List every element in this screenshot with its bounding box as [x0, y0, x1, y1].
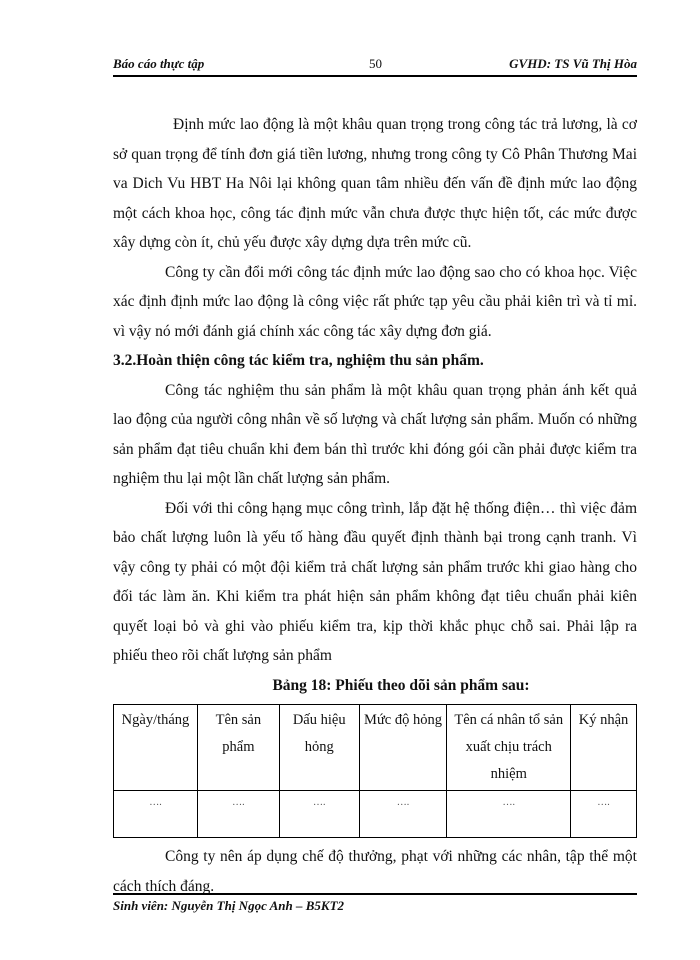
header-date: Ngày/tháng: [114, 705, 198, 791]
page-body: [113, 110, 637, 901]
paragraph-acceptance: Công tác nghiệm thu sản phẩm là một khâu quan trọng phản ánh kết quả lao động của người công nhân về số lượng và chất lượng sản phẩm. Muốn có những sản phẩm đạt tiêu chuẩn khi đem bán thì trước khi đóng gói cần phải được kiểm tra nghiệm thu lại một lần chất lượng sản phẩm.: [113, 381, 637, 487]
report-title: Báo cáo thực tập: [113, 56, 205, 71]
cell-date: ….: [114, 791, 198, 838]
header-product-name: Tên sản phẩm: [197, 705, 279, 791]
cell-signature: ….: [571, 791, 637, 838]
page-number: 50: [369, 56, 382, 71]
cell-responsible: ….: [447, 791, 571, 838]
section-heading: 3.2.Hoàn thiện công tác kiểm tra, nghiệm thu sản phẩm.: [113, 352, 484, 369]
header-divider: [113, 75, 637, 77]
page-footer: Sinh viên: Nguyễn Thị Ngọc Anh – B5KT2: [113, 898, 345, 913]
supervisor-name: GVHD: TS Vũ Thị Hòa: [509, 56, 637, 71]
cell-defect-sign: ….: [279, 791, 359, 838]
header-defect-sign: Dấu hiệu hỏng: [279, 705, 359, 791]
paragraph-quality: Đối với thi công hạng mục công trình, lắp đặt hệ thống điện… thì việc đảm bảo chất lượng luôn là yếu tố hàng đầu quyết định thành bại trong cạnh tranh. Vì vậy công ty phải có một đội kiểm trả chất lượng sản phẩm trước khi giao hàng cho đối tác làm ăn. Khi kiểm tra phát hiện sản phẩm không đạt tiêu chuẩn phải kiên quyết loại bỏ và ghi vào phiếu kiểm tra, kịp thời khắc phục chỗ sai. Phải lập ra phiếu theo rõi chất lượng sản phẩm: [113, 499, 637, 664]
header-defect-level: Mức độ hỏng: [359, 705, 447, 791]
cell-product-name: ….: [197, 791, 279, 838]
paragraph-innovation: Công ty cần đổi mới công tác định mức lao động sao cho có khoa học. Việc xác định định mức lao động là công việc rất phức tạp yêu cầu phải kiên trì và tỉ mỉ. vì vậy nó mới đánh giá chính xác công tác xây dựng đơn giá.: [113, 263, 637, 340]
table-row: [114, 791, 637, 838]
header-signature: Ký nhận: [571, 705, 637, 791]
product-tracking-table: [113, 704, 637, 838]
paragraph-labor-norms: Định mức lao động là một khâu quan trọng trong công tác trả lương, là cơ sở quan trọng để tính đơn giá tiền lương, nhưng trong công ty Cô Phân Thương Mai va Dich Vu HBT Ha Nôi lại không quan tâm nhiều đến vấn đề định mức lao động một cách khoa học, công tác định mức vẫn chưa được thực hiện tốt, các mức được xây dựng còn ít, chủ yếu được xây dựng dựa trên mức cũ.: [113, 116, 637, 251]
page-header: [113, 56, 637, 74]
table-header-row: [114, 705, 637, 791]
paragraph-rewards: Công ty nên áp dụng chế độ thưởng, phạt với những các nhân, tập thể một cách thích đáng.: [113, 848, 637, 895]
table-caption: Bảng 18: Phiếu theo dõi sản phẩm sau:: [272, 676, 530, 694]
footer-divider: [113, 893, 637, 895]
header-responsible: Tên cá nhân tổ sản xuất chịu trách nhiệm: [447, 705, 571, 791]
cell-defect-level: ….: [359, 791, 447, 838]
